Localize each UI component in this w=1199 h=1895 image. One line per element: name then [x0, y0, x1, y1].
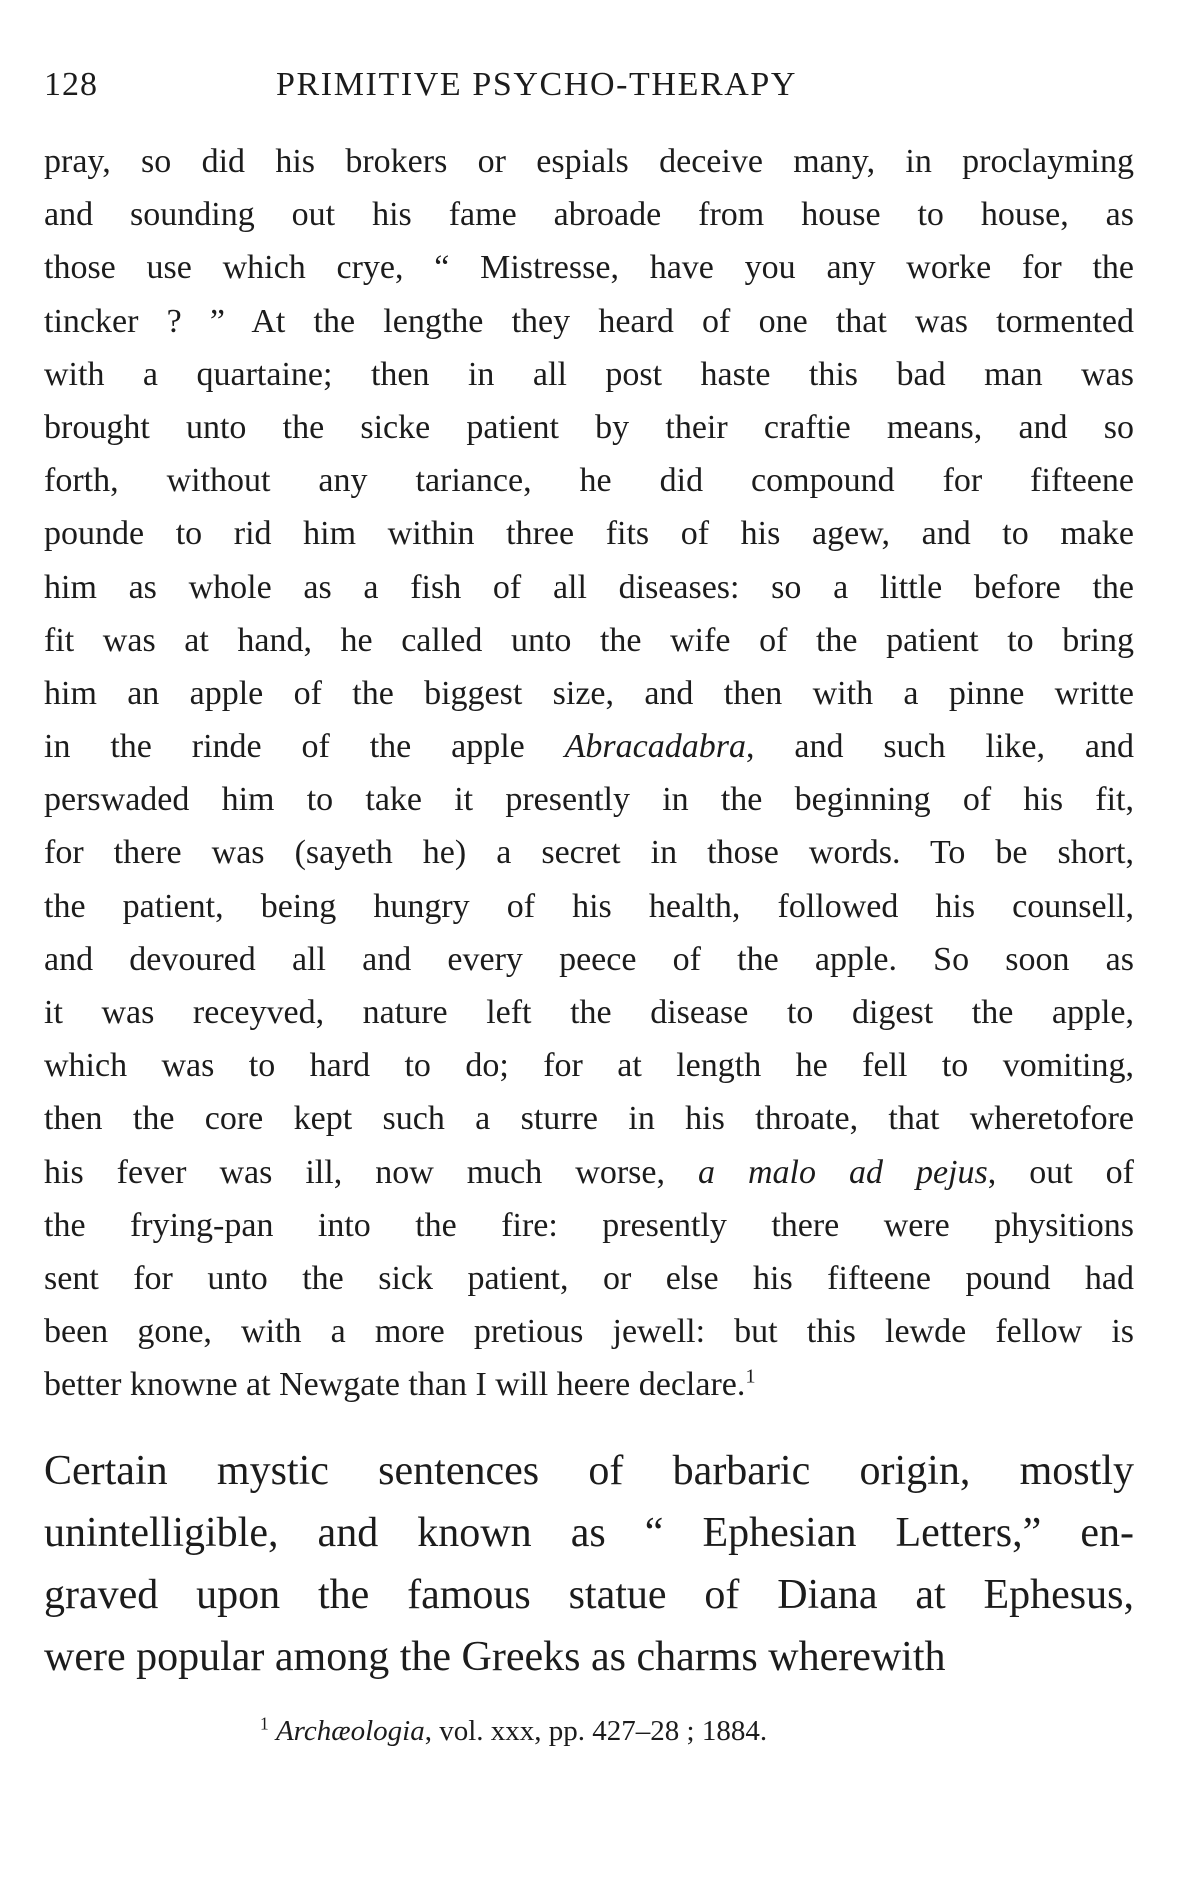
running-head — [44, 66, 1134, 114]
footnote-citation: , vol. xxx, pp. 427–28 ; 1884. — [424, 1715, 768, 1747]
text-line: it was receyved, nature left the disease to digest the apple, — [44, 994, 1134, 1031]
text-line: the frying-pan into the fire: presently there were physitions — [44, 1206, 1134, 1244]
running-title: PRIMITIVE PSYCHO-THERAPY — [276, 66, 798, 103]
text-line: brought unto the sicke patient by their craftie means, and so — [44, 408, 1134, 446]
italic-phrase: Abracadabra — [564, 728, 746, 766]
text-line: tincker ? ” At the lengthe they heard of one that was tormented — [44, 302, 1134, 340]
footnote-reference: 1 — [745, 1365, 756, 1388]
text-line: sent for unto the sick patient, or else his fifteene pound had — [44, 1259, 1134, 1297]
text-line: pray, so did his brokers or espials deceive many, in proclayming — [44, 143, 1134, 180]
text-run: , and such like, and — [745, 728, 1134, 766]
text-line: forth, without any tariance, he did compound for fifteene — [44, 462, 1134, 500]
text-line: and devoured all and every peece of the apple. So soon as — [44, 940, 1134, 978]
text-line — [44, 1146, 1134, 1199]
text-line: been gone, with a more pretious jewell: but this lewde fellow is — [44, 1313, 1134, 1351]
text-line — [44, 1358, 1134, 1411]
text-line: perswaded him to take it presently in the beginning of his fit, — [44, 781, 1134, 819]
text-line — [44, 720, 1134, 773]
text-line: the patient, being hungry of his health, followed his counsell, — [44, 887, 1134, 925]
text-run: better knowne at Newgate than I will heere declare. — [44, 1366, 746, 1404]
text-line: which was to hard to do; for at length he fell to vomiting, — [44, 1047, 1134, 1085]
footnote-marker: 1 — [260, 1713, 269, 1734]
text-line: with a quartaine; then in all post haste this bad man was — [44, 355, 1134, 393]
text-line: for there was (sayeth he) a secret in those words. To be short, — [44, 834, 1134, 872]
text-line: Certain mystic sentences of barbaric origin, mostly — [44, 1448, 1134, 1494]
text-line: graved upon the famous statue of Diana at Ephesus, — [44, 1572, 1134, 1618]
footnote-source-title: Archæologia — [275, 1715, 425, 1747]
page-number: 128 — [44, 66, 98, 103]
text-run: his fever was ill, now much worse, — [44, 1153, 698, 1191]
text-line: fit was at hand, he called unto the wife of the patient to bring — [44, 621, 1134, 659]
text-line: then the core kept such a sturre in his throate, that wheretofore — [44, 1100, 1134, 1138]
quoted-passage — [44, 135, 1134, 1412]
text-run: in the rinde of the apple — [44, 728, 565, 766]
text-line: and sounding out his fame abroade from house to house, as — [44, 196, 1134, 234]
text-line: were popular among the Greeks as charms wherewith — [44, 1634, 946, 1680]
text-line: him as whole as a fish of all diseases: so a little before the — [44, 568, 1134, 606]
text-line: pounde to rid him within three fits of his agew, and to make — [44, 515, 1134, 553]
text-run: , out of — [987, 1153, 1134, 1191]
text-line: him an apple of the biggest size, and then with a pinne writte — [44, 674, 1134, 712]
italic-phrase: a malo ad pejus — [697, 1153, 988, 1191]
body-paragraph — [44, 1440, 1134, 1688]
footnote — [260, 1715, 767, 1748]
text-line: those use which crye, “ Mistresse, have you any worke for the — [44, 249, 1134, 287]
text-line: unintelligible, and known as “ Ephesian Letters,” en- — [44, 1510, 1134, 1556]
